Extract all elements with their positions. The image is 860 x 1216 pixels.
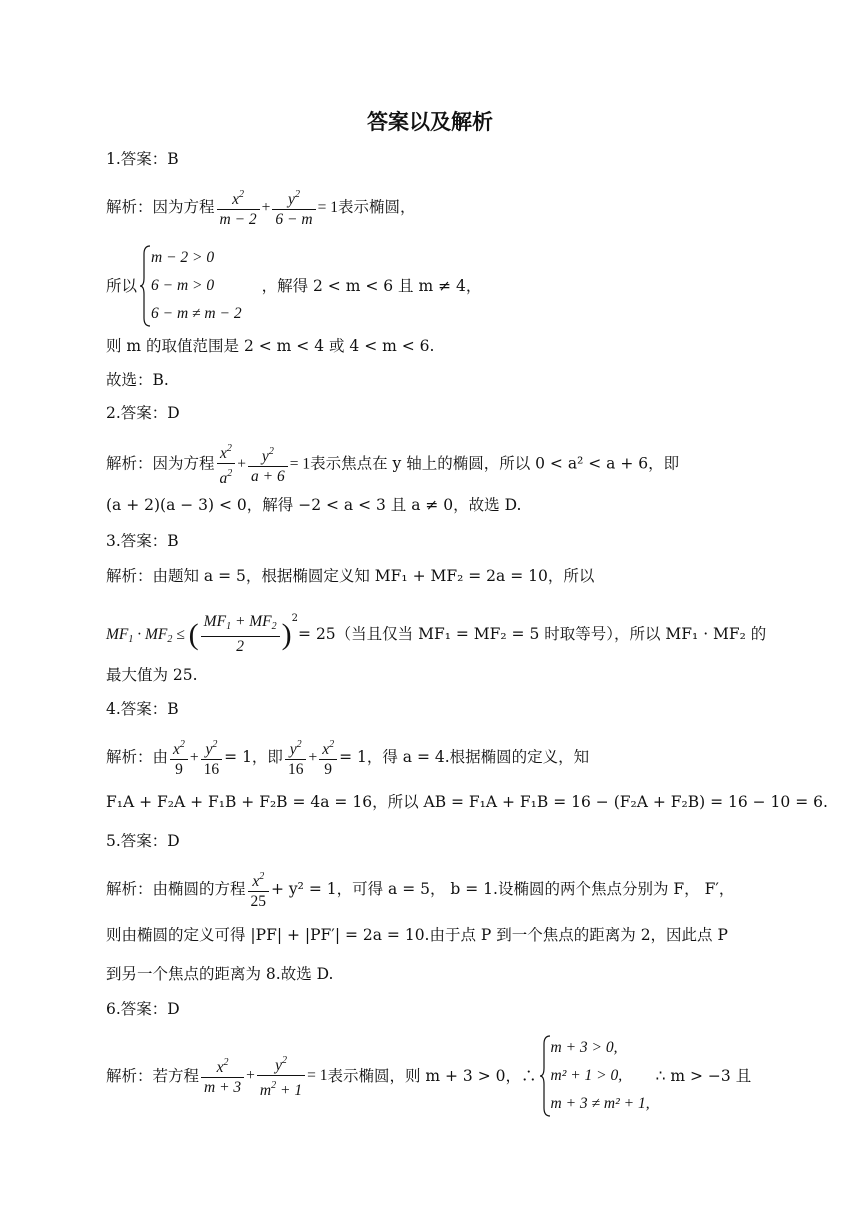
q3-line1: 解析：由题知 a = 5，根据椭圆定义知 MF₁ + MF₂ = 2a = 10，所以 xyxy=(106,567,595,585)
frac-x2-25: $\frac{x^2}{25}$ xyxy=(248,868,270,912)
q3-line3: 最大值为 25. xyxy=(106,666,198,684)
frac-y2-m2-1: $\frac{y^2}{m^2 + 1}$ xyxy=(257,1052,305,1101)
frac-y2-16: $\frac{y^2}{16}$ xyxy=(201,736,223,780)
q4-line2: F₁A + F₂A + F₁B + F₂B = 4a = 16，所以 AB = F₁A + F₁B = 16 − (F₂A + F₂B) = 16 − 10 = 6. xyxy=(106,793,828,811)
q3-answer: 3.答案：B xyxy=(106,532,179,550)
q1-line1: 解析：因为方程 $\frac{x^2}{m - 2}$ + $\frac{y^2}{6 - m}$ = 1表示椭圆， xyxy=(106,186,415,230)
q4-line1: 解析：由 $\frac{x^2}{9}$ + $\frac{y^2}{16}$ = 1，即 $\frac{y^2}{16}$ + $\frac{x^2}{9}$ = 1，得 a = 4.根据椭圆的定义，知 xyxy=(106,736,589,780)
q3-line2: $MF_1 \cdot MF_2$ ≤ ( $\frac{MF_1 + MF_2}{2}$ )$^2$= 25（当且仅当 MF₁ = MF₂ = 5 时取等号），所以 MF₁ · MF₂ 的 xyxy=(106,613,767,655)
q1-line2: 所以 m − 2 > 0 6 − m > 0 6 − m ≠ m − 2 ，解得 2 < m < 6 且 m ≠ 4， xyxy=(106,244,481,328)
q5-line1: 解析：由椭圆的方程 $\frac{x^2}{25}$ + y² = 1，可得 a = 5， b = 1.设椭圆的两个焦点分别为 F， F′， xyxy=(106,868,734,912)
q2-line1: 解析：因为方程 $\frac{x^2}{a^2}$ + $\frac{y^2}{a + 6}$ = 1表示焦点在 y 轴上的椭圆，所以 0 < a² < a + 6，即 xyxy=(106,440,679,489)
q1-system: m − 2 > 0 6 − m > 0 6 − m ≠ m − 2 xyxy=(139,244,242,328)
frac-mf-sum-2: $\frac{MF_1 + MF_2}{2}$ xyxy=(201,613,280,657)
q1-line3: 则 m 的取值范围是 2 < m < 4 或 4 < m < 6. xyxy=(106,337,435,355)
q2-answer: 2.答案：D xyxy=(106,404,180,422)
frac-x2-9: $\frac{x^2}{9}$ xyxy=(170,736,188,780)
q5-line2: 则由椭圆的定义可得 |PF| + |PF′| = 2a = 10.由于点 P 到一个焦点的距离为 2，因此点 P xyxy=(106,926,728,944)
frac-x2-9b: $\frac{x^2}{9}$ xyxy=(319,736,337,780)
frac-y2-16b: $\frac{y^2}{16}$ xyxy=(285,736,307,780)
frac-x2-a2: $\frac{x^2}{a^2}$ xyxy=(217,440,236,489)
q4-answer: 4.答案：B xyxy=(106,700,179,718)
q6-answer: 6.答案：D xyxy=(106,1000,180,1018)
frac-y2-a6: $\frac{y^2}{a + 6}$ xyxy=(248,443,288,487)
q1-answer: 1.答案：B xyxy=(106,150,179,168)
page-title: 答案以及解析 xyxy=(367,110,493,134)
q5-line3: 到另一个焦点的距离为 8.故选 D. xyxy=(106,965,334,983)
q6-line1: 解析：若方程 $\frac{x^2}{m + 3}$ + $\frac{y^2}{m^2 + 1}$ = 1表示椭圆，则 m + 3 > 0，∴ m + 3 > 0, m² + 1 > 0, m + 3 ≠ m² + 1, ∴ m > −3 且 xyxy=(106,1034,751,1118)
frac-y2-6-m: $\frac{y^2}{6 - m}$ xyxy=(272,186,315,230)
frac-x2-m-2: $\frac{x^2}{m - 2}$ xyxy=(217,186,260,230)
q6-system: m + 3 > 0, m² + 1 > 0, m + 3 ≠ m² + 1, xyxy=(539,1034,650,1118)
frac-x2-m3: $\frac{x^2}{m + 3}$ xyxy=(201,1054,244,1098)
q2-line2: (a + 2)(a − 3) < 0，解得 −2 < a < 3 且 a ≠ 0，故选 D. xyxy=(106,496,522,514)
q1-line4: 故选：B. xyxy=(106,371,169,389)
q5-answer: 5.答案：D xyxy=(106,832,180,850)
